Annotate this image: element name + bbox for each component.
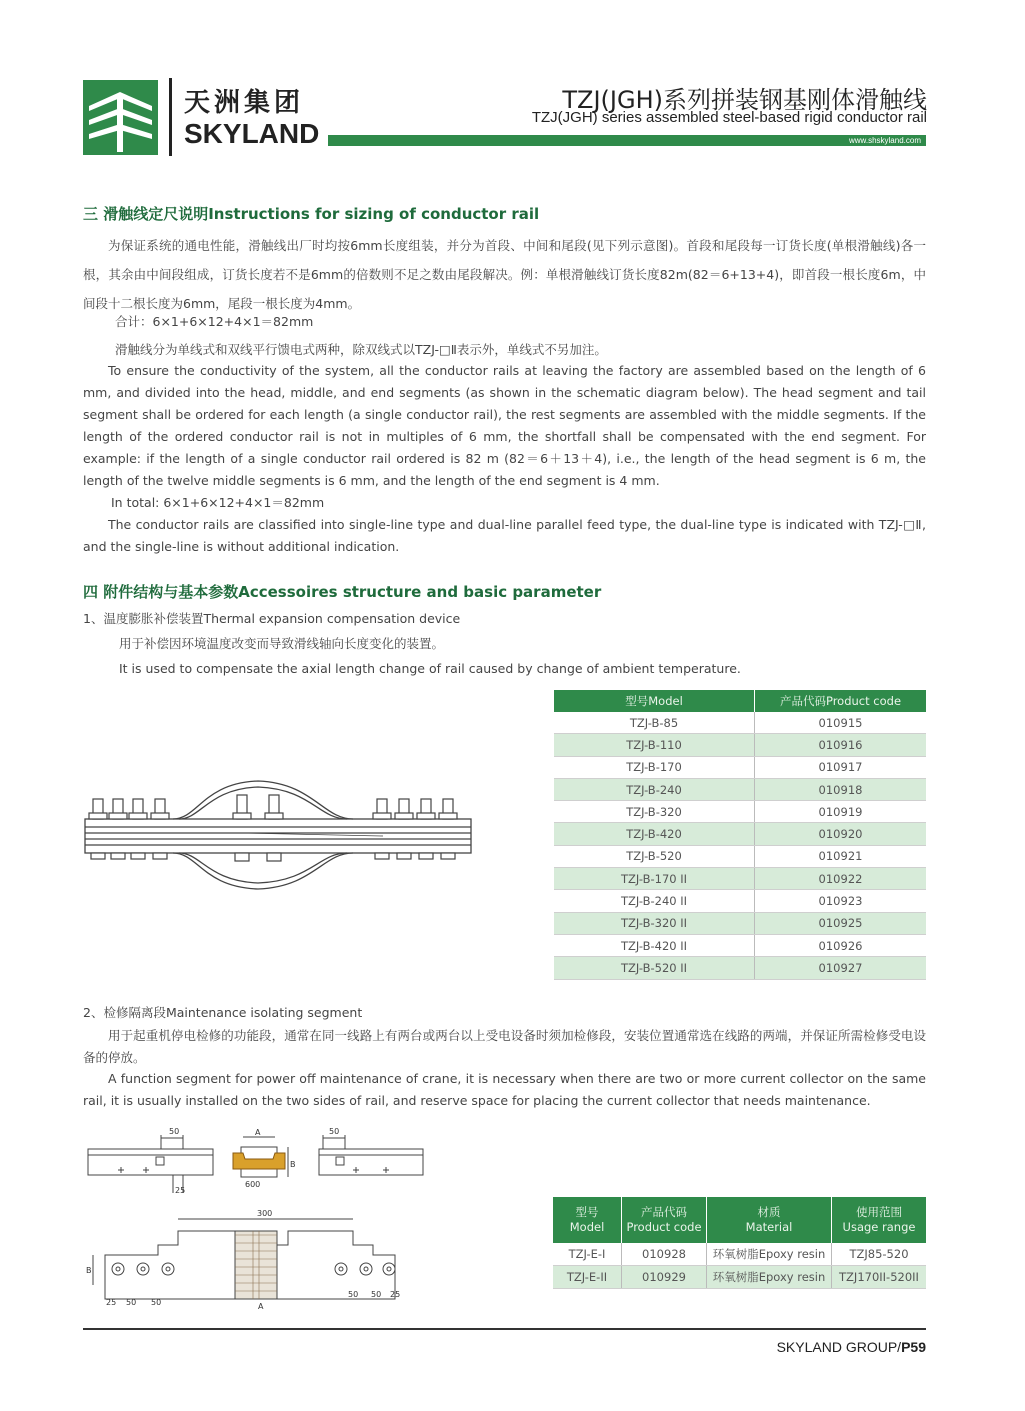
table-row [554, 801, 926, 823]
cell-model: TZJ-B-320 [554, 801, 755, 823]
cell-code: 010916 [755, 734, 927, 756]
cell-code: 010919 [755, 801, 927, 823]
header-cn: 使用范围 [856, 1205, 902, 1219]
item2-cn: 用于起重机停电检修的功能段，通常在同一线路上有两台或两台以上受电设备时须加检修段，安装位置通常选在线路的两端，并保证所需检修受电设备的停放。 [83, 1028, 926, 1065]
cell-material: 环氧树脂Epoxy resin [707, 1243, 832, 1266]
dim-A-bottom: A [258, 1302, 264, 1311]
dim-50-bottom-1: 50 [126, 1298, 137, 1307]
header-cn: 型号 [575, 1205, 599, 1219]
page-number: P59 [901, 1339, 926, 1355]
cell-code: 010927 [755, 957, 927, 979]
dim-25-left: 25 [175, 1186, 186, 1195]
cell-code: 010928 [622, 1243, 707, 1266]
cell-model: TZJ-B-320 II [554, 912, 755, 934]
section-3-cn-para1 [83, 231, 926, 318]
item2-en: A function segment for power off maintenance of crane, it is necessary when there are two or more current collector on the same rail, it is usually installed on the two sides of rail, and reserve space for placing the current collector that needs maintenance. [83, 1071, 926, 1108]
cell-code: 010929 [622, 1266, 707, 1289]
cell-code: 010926 [755, 934, 927, 956]
maintenance-segment-drawing [83, 1125, 428, 1315]
footer-group: SKYLAND GROUP/ [776, 1339, 902, 1355]
header-en: Usage range [842, 1220, 916, 1234]
table-row [553, 1243, 926, 1266]
header-cn: 材质 [757, 1205, 781, 1219]
cell-model: TZJ-B-170 [554, 756, 755, 778]
dim-25-bottom-right: 25 [390, 1290, 401, 1299]
cell-model: TZJ-B-520 [554, 845, 755, 867]
website-url: www.shskyland.com [848, 136, 921, 145]
item1-en: It is used to compensate the axial length change of rail caused by change of ambient temperature. [119, 661, 741, 676]
item2-title: 2、检修隔离段Maintenance isolating segment [83, 1005, 363, 1020]
cell-code: 010923 [755, 890, 927, 912]
logo-text-cn: 天洲集团 [184, 88, 305, 118]
cell-model: TZJ-E-I [553, 1243, 622, 1266]
table-header-row [553, 1197, 926, 1243]
table-row [554, 912, 926, 934]
en-para1: To ensure the conductivity of the system, all the conductor rails at leaving the factory are assembled based on the length of 6 mm, and divided into the head, middle, and end segments (as shown in the schematic diagram below). The head segment and tail segment shall be ordered for each length (a single conductor rail), the rest segments are assembled with the middle segments. If the length of the ordered conductor rail is not in multiples of 6 mm, the shortfall shall be compensated with the end segment. For example: if the length of a single conductor rail ordered is 82 m (82＝6＋13＋4), i.e., the length of the head segment is 6 m, the length of the twelve middle segments is 6 mm, and the length of the end segment is 4 mm. [83, 363, 926, 488]
table-row [553, 1266, 926, 1289]
table-row [554, 845, 926, 867]
section-3-title: 三 滑触线定尺说明Instructions for sizing of conductor rail [83, 205, 540, 223]
cell-code: 010921 [755, 845, 927, 867]
item2-cn-block [83, 1025, 926, 1069]
cell-model: TZJ-B-110 [554, 734, 755, 756]
section-4-title: 四 附件结构与基本参数Accessoires structure and basic parameter [83, 583, 602, 601]
cell-model: TZJ-B-170 II [554, 868, 755, 890]
table-row [554, 823, 926, 845]
en-total: In total: 6×1+6×12+4×1＝82mm [111, 495, 325, 510]
item1-title: 1、温度膨胀补偿装置Thermal expansion compensation device [83, 611, 461, 626]
dim-600: 600 [245, 1180, 261, 1189]
table-row [554, 756, 926, 778]
table-row [554, 868, 926, 890]
page-title-cn: TZJ(JGH)系列拼装钢基刚体滑触线 [562, 86, 927, 114]
cell-code: 010918 [755, 778, 927, 800]
table-header-code: 产品代码Product code [755, 690, 927, 712]
dim-50-bottom-4: 50 [371, 1290, 382, 1299]
dim-300: 300 [257, 1209, 273, 1218]
cell-model: TZJ-B-420 [554, 823, 755, 845]
dim-B-bottom: B [86, 1266, 92, 1275]
table-row [554, 734, 926, 756]
cell-code: 010920 [755, 823, 927, 845]
table-header-material [707, 1197, 832, 1243]
item1-cn: 用于补偿因环境温度改变而导致滑线轴向长度变化的装置。 [119, 636, 445, 651]
cn-total: 合计：6×1+6×12+4×1＝82mm [115, 314, 314, 329]
dim-B-top: B [290, 1160, 296, 1169]
en-para2: The conductor rails are classified into single-line type and dual-line parallel feed type, the dual-line type is indicated with TZJ-□Ⅱ, and the single-line is without additional indication. [83, 517, 926, 554]
table-header-usage [832, 1197, 927, 1243]
dim-A-top: A [255, 1128, 261, 1137]
section-3-en-para2 [83, 514, 926, 558]
logo-divider [169, 78, 172, 156]
dim-50-bottom-3: 50 [348, 1290, 359, 1299]
cell-model: TZJ-B-85 [554, 712, 755, 734]
header-en: Material [745, 1220, 793, 1234]
skyland-logo-icon [83, 80, 158, 155]
cell-model: TZJ-B-240 II [554, 890, 755, 912]
table-row [554, 934, 926, 956]
thermal-expansion-table [554, 690, 926, 980]
header-en: Product code [626, 1220, 702, 1234]
cell-code: 010922 [755, 868, 927, 890]
cell-code: 010925 [755, 912, 927, 934]
page-title-en: TZJ(JGH) series assembled steel-based rigid conductor rail [531, 109, 927, 126]
table-row [554, 778, 926, 800]
cell-usage: TZJ170II-520II [832, 1266, 927, 1289]
header-green-bar [328, 135, 926, 146]
cell-model: TZJ-E-II [553, 1266, 622, 1289]
footer-divider [83, 1328, 926, 1330]
table-row [554, 712, 926, 734]
cell-model: TZJ-B-520 II [554, 957, 755, 979]
thermal-expansion-device-drawing [83, 775, 473, 895]
item2-en-block [83, 1068, 926, 1112]
table-header-code [622, 1197, 707, 1243]
dim-50-top-left: 50 [169, 1127, 180, 1136]
maintenance-segment-table [553, 1197, 926, 1289]
table-row [554, 890, 926, 912]
header-en: Model [569, 1220, 605, 1234]
section-3-en-para1 [83, 360, 926, 492]
cell-code: 010915 [755, 712, 927, 734]
cn-para2: 滑触线分为单线式和双线平行馈电式两种，除双线式以TZJ-□Ⅱ表示外，单线式不另加注。 [115, 342, 607, 357]
table-header-model: 型号Model [554, 690, 755, 712]
table-header-row [554, 690, 926, 712]
cn-para1: 为保证系统的通电性能，滑触线出厂时均按6mm长度组装，并分为首段、中间和尾段(见下列示意图)。首段和尾段每一订货长度(单根滑触线)各一根，其余由中间段组成，订货长度若不是6mm的倍数则不足之数由尾段解决。例：单根滑触线订货长度82m(82＝6+13+4)，即首段一根长度6m，中间段十二根长度为6mm，尾段一根长度为4mm。 [83, 238, 926, 311]
logo-text-en: SKYLAND [184, 118, 320, 149]
dim-25-bottom-left: 25 [106, 1298, 117, 1307]
table-header-model [553, 1197, 622, 1243]
dim-50-bottom-2: 50 [151, 1298, 162, 1307]
header-cn: 产品代码 [641, 1205, 687, 1219]
page-footer [777, 1339, 926, 1355]
table-row [554, 957, 926, 979]
cell-model: TZJ-B-420 II [554, 934, 755, 956]
cell-usage: TZJ85-520 [832, 1243, 927, 1266]
dim-50-top-right: 50 [329, 1127, 340, 1136]
cell-material: 环氧树脂Epoxy resin [707, 1266, 832, 1289]
cell-model: TZJ-B-240 [554, 778, 755, 800]
cell-code: 010917 [755, 756, 927, 778]
